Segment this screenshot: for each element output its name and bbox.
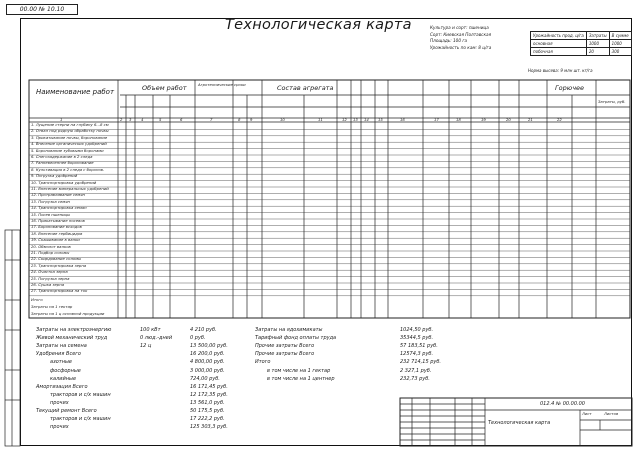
cost-value: 724,00 руб.: [190, 375, 220, 382]
table-row-name: 9. Погрузка удобрений: [31, 173, 78, 179]
crop-header: В сумме: [609, 32, 631, 40]
column-number: 16: [400, 117, 405, 122]
header-agro-terms: Агротехнические сроки: [198, 82, 246, 87]
cost-label: в том числе на 1 гектар: [267, 367, 331, 374]
cost-label: Затраты на электроэнергию: [36, 327, 112, 333]
cost-value: 100 кВт: [140, 327, 161, 333]
cost-value: 12574,3 руб.: [400, 351, 434, 358]
cost-label: Прочие затраты Всего: [255, 351, 315, 358]
cost-value: 2 327,1 руб.: [400, 367, 432, 374]
table-row-name: 18. Внесение гербицидов: [31, 230, 83, 236]
table-row-name: 17. Боронование всходов: [31, 224, 82, 230]
table-row-name: 24. Очистка зерна: [31, 269, 68, 275]
cost-label: Текущий ремонт Всего: [36, 408, 97, 414]
cost-label: фосфорные: [50, 367, 81, 374]
table-row-name: 6. Снегозадержание в 2 следа: [31, 154, 93, 159]
table-row-name: 10. Транспортировка удобрений: [31, 179, 97, 185]
table-row-name: 1. Лущение стерни на глубину 6...8 см: [31, 122, 109, 127]
table-row-name: 11. Внесение минеральных удобрений: [31, 186, 109, 191]
cost-label: Живой механический труд: [36, 335, 108, 342]
totals-per-centner: Затраты на 1 ц основной продукции: [31, 311, 105, 316]
column-number: 13: [353, 117, 358, 122]
table-row-name: 13. Погрузка семян: [31, 198, 70, 204]
cost-label: прочих: [50, 424, 69, 431]
table-row-name: 25. Погрузка зерна: [31, 275, 70, 281]
totals-per-ha: Затраты на 1 гектар: [31, 304, 73, 309]
cost-value: 4 800,00 руб.: [190, 359, 225, 366]
column-number: 8: [238, 117, 241, 122]
table-row-name: 23. Транспортировка зерна: [31, 262, 87, 268]
stamp-code: 012.4 № 00.00.00: [540, 401, 585, 407]
cost-value: 232,73 руб.: [400, 375, 430, 382]
cost-value: 0 руб.: [190, 335, 206, 342]
table-row-name: 21. Подбор соломы: [31, 250, 70, 255]
table-row-name: 14. Транспортировка семян: [31, 205, 87, 211]
stamp-sheet: Лист: [582, 411, 592, 416]
cost-value: 13 500,00 руб.: [190, 343, 228, 350]
cost-label: Амортизация Всего: [36, 383, 88, 390]
cost-label: калийные: [50, 375, 77, 382]
table-row-name: 7. Ранневесеннее боронование: [31, 160, 94, 166]
cost-value: 4 210 руб.: [190, 327, 217, 333]
cost-value: 57 183,51 руб.: [400, 343, 438, 350]
table-row-name: 3. Прикатывание почвы, боронование: [31, 134, 108, 140]
header-volume: Объем работ: [142, 84, 187, 92]
crop-header: Урожайность прод. ц/га: [531, 32, 587, 40]
stamp-sheets: Листов: [604, 411, 619, 416]
column-number: 2: [120, 117, 123, 122]
table-row-name: 20. Обмолот валков: [31, 243, 71, 249]
cost-label: Затраты на ядохимикаты: [255, 327, 323, 333]
header-fuel-cost: Затраты, руб.: [598, 99, 626, 104]
column-number: 19: [481, 117, 486, 122]
cost-value: 50 175,5 руб.: [190, 408, 225, 414]
farm-info-line: Площадь: 100 га: [430, 38, 468, 43]
cost-value: 3 000,00 руб.: [190, 367, 225, 374]
column-number: 4: [141, 117, 144, 122]
cost-label: тракторов и с/х машин: [50, 416, 111, 423]
column-number: 7: [210, 117, 213, 122]
corner-stamp: 00.00 № 10.10: [6, 4, 78, 15]
farm-info-line: Культура и сорт: пшеница: [430, 25, 489, 30]
table-row-name: 22. Скирдование соломы: [31, 256, 82, 262]
cost-value: 12 172,35 руб.: [190, 391, 228, 398]
cost-label: Итого: [255, 359, 271, 366]
cost-label: в том числе на 1 центнер: [267, 375, 335, 382]
column-number: 9: [250, 117, 253, 122]
table-row-name: 26. Сушка зерна: [31, 282, 65, 287]
cost-value: 0 люд.-дней: [140, 335, 173, 342]
column-number: 14: [364, 117, 369, 122]
stamp-doc-name: Технологическая карта: [488, 420, 551, 426]
farm-info-line: Сорт: Киевская Полтавская: [430, 31, 492, 37]
column-number: 12: [342, 117, 347, 122]
crop-cell: 20: [586, 48, 609, 56]
cost-label: тракторов и с/х машин: [50, 391, 111, 398]
column-number: 17: [434, 117, 439, 122]
table-row-name: 15. Посев пшеницы: [31, 211, 71, 217]
header-fuel: Горючее: [555, 84, 585, 92]
crop-cell: побочная: [531, 48, 587, 56]
table-row-name: 19. Скашивание в валки: [31, 237, 80, 243]
table-row-name: 8. Культивация в 2 следа с боронов.: [31, 166, 105, 172]
header-unit-composition: Состав агрегата: [277, 84, 334, 92]
column-number: 11: [318, 117, 323, 122]
column-number: 10: [280, 117, 285, 122]
table-row-name: 5. Боронование зубовыми боронами: [31, 147, 104, 153]
cost-value: 232 714,15 руб.: [400, 359, 442, 366]
column-number: 6: [180, 117, 183, 122]
column-number: 15: [378, 117, 383, 122]
page-title: Технологическая карта: [225, 17, 412, 33]
cost-label: азотные: [50, 359, 72, 366]
nitrogen-note: Норма высева: 9 млн шт. кг/га: [528, 68, 593, 73]
cost-label: Прочие затраты Всего: [255, 343, 315, 350]
cost-value: 12 ц: [140, 343, 152, 350]
column-number: 3: [129, 117, 132, 122]
cost-value: 13 561,0 руб.: [190, 399, 225, 406]
table-row-name: 4. Внесение органических удобрений: [31, 141, 107, 147]
cost-value: 125 303,3 руб.: [190, 424, 228, 431]
table-row-name: 16. Прикатывание посевов: [31, 218, 85, 223]
crop-header: Затраты: [586, 32, 609, 40]
table-row-name: 27. Транспортировка на ток: [31, 288, 88, 294]
header-works-name: Наименование работ: [36, 88, 115, 96]
column-number: 22: [557, 117, 562, 122]
crop-cell: 300: [609, 48, 631, 56]
column-number: 21: [528, 117, 533, 122]
crop-cell: 1000: [586, 40, 609, 48]
cost-label: прочих: [50, 399, 69, 406]
crop-cell: основная: [531, 40, 587, 48]
cost-label: Затраты на семена: [36, 343, 87, 350]
column-number: 5: [159, 117, 162, 122]
farm-info-line: Урожайность по кам: 8 ц/га: [430, 44, 492, 50]
table-row-name: 2. Отвал под рядную обработку почвы: [31, 128, 109, 134]
cost-value: 35344,5 руб.: [400, 335, 434, 342]
column-number: 20: [506, 117, 511, 122]
column-number: 1: [60, 117, 63, 122]
totals-row: Итого: [31, 297, 43, 302]
cost-value: 16 200,0 руб.: [190, 351, 225, 358]
cost-value: 1024,50 руб.: [400, 327, 434, 333]
cost-label: Тарифный фонд оплаты труда: [255, 335, 337, 342]
cost-value: 16 171,45 руб.: [190, 383, 228, 390]
table-row-name: 12. Протравливание семян: [31, 192, 86, 198]
cost-value: 17 222,2 руб.: [190, 416, 225, 423]
crop-cell: 1000: [609, 40, 631, 48]
column-number: 18: [456, 117, 461, 122]
cost-label: Удобрения Всего: [36, 351, 81, 358]
